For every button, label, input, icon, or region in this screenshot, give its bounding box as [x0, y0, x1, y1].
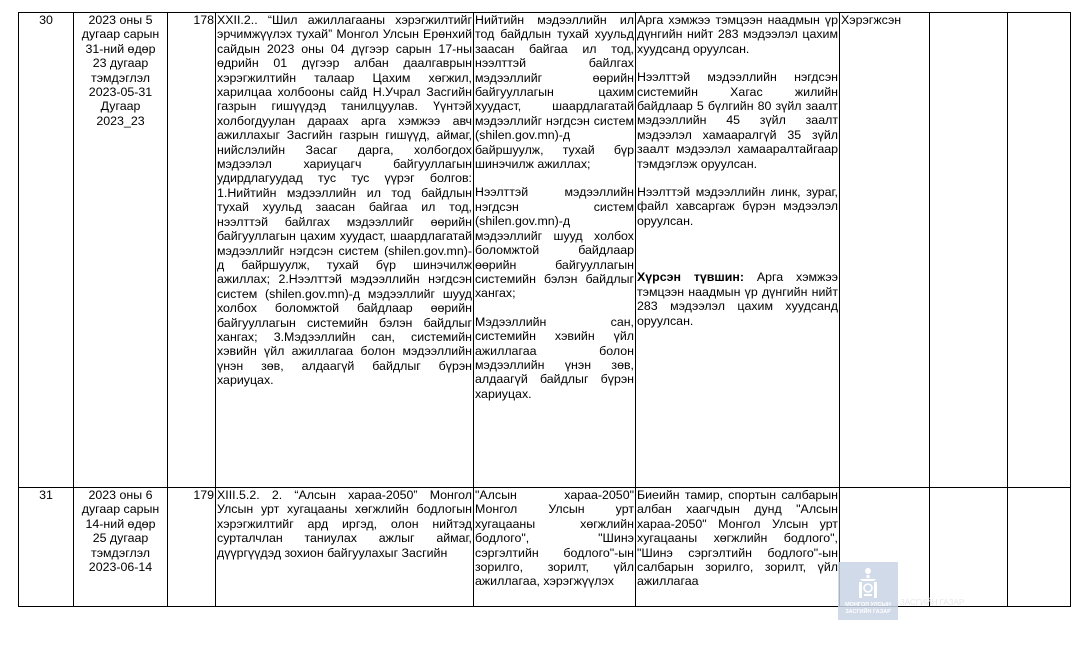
result-item: Нээлттэй мэдээллийн нэгдсэн системийн Хагас жилийн байдлаар 5 бүлгийн 80 зүйл заалт мэдээллийн 45 зүйл заалт мэдээлэл хамааралгүй 35 зүйл заалт мэдээлэл хамааралтайгаар тэмдэглэж оруулсан. [637, 70, 838, 171]
empty-cell [930, 13, 1008, 488]
faint-watermark-text: ЗАСГИЙН ГАЗАР [900, 598, 965, 607]
logo-caption: МОНГОЛ УЛСЫН ЗАСГИЙН ГАЗАР [845, 602, 891, 615]
measure-item: Мэдээллийн сан, системийн хэвийн үйл ажиллагаа болон мэдээллийн үнэн зөв, алдаагүй байдлыг бүрэн хариуцах. [475, 314, 634, 401]
empty-cell [1008, 13, 1071, 488]
results-text: Биеийн тамир, спортын салбарын албан хаагчдын дунд "Алсын хараа-2050" Монгол Улсын урт хугацааны хөгжлийн бодлого", "Шинэ сэргэлтийн бодлого"-ын салбарын зорилго, зорилт, үйл ажиллагаа [637, 488, 838, 589]
soyombo-emblem-icon [854, 566, 882, 600]
achieved-level-label: Хүрсэн түвшин: [637, 270, 744, 285]
decisions-table [18, 12, 1071, 607]
empty-cell [1008, 488, 1071, 607]
measure-item: Нийтийн мэдээллийн ил тод байдлын тухай хуульд заасан байгаа ил тод, нээлттэй байлгах мэдээллийг өөрийн байгууллагын цахим хуудаст, шаардлагатай мэдээллийг нэгдсэн систем (shilen.gov.mn)-д байршуулж, тухай бүр шинэчилж ажиллах; [475, 13, 634, 172]
results-cell [636, 13, 840, 488]
meeting-date: 2023 оны 5 дугаар сарын 31-ний өдөр 23 дугаар тэмдэглэл 2023-05-31 Дугаар 2023_23 [74, 13, 168, 488]
row-number: 31 [19, 488, 74, 607]
task-text-cell [216, 488, 474, 607]
status-text: Хэрэгжсэн [840, 13, 930, 488]
task-text: XIII.5.2. 2. “Алсын хараа-2050” Монгол Улсын урт хугацааны хөгжлийн бодлогын хэрэгжилтийг ард иргэд, олон нийтэд сурталчлан таниулах ажлыг аймаг, дүүргүүдэд зохион байгуулахыг Засгийн [217, 488, 472, 560]
result-item: Нээлттэй мэдээллийн линк, зураг, файл хавсаргаж бүрэн мэдээлэл оруулсан. [637, 185, 838, 228]
achieved-level [637, 270, 838, 328]
empty-cell [930, 488, 1008, 607]
row-number: 30 [19, 13, 74, 488]
measures-text: "Алсын хараа-2050" Монгол Улсын урт хугацааны хөгжлийн бодлого", "Шинэ сэргэлтийн бодлого"-ын зорилго, зорилт, үйл ажиллагаа, хэрэгжүүлэх [475, 488, 634, 589]
result-item: Арга хэмжээ тэмцээн наадмын үр дүнгийн нийт 283 мэдээлэл цахим хуудсанд оруулсан. [637, 13, 838, 56]
decision-index: 179 [168, 488, 216, 607]
spacer [637, 242, 838, 270]
achieved-level-text: Арга хэмжээ тэмцээн наадмын үр дүнгийн нийт 283 мэдээлэл цахим хуудсанд оруулсан. [637, 270, 838, 328]
table-row [19, 488, 1071, 607]
decision-index: 178 [168, 13, 216, 488]
government-logo [838, 562, 898, 620]
meeting-date: 2023 оны 6 дугаар сарын 14-ний өдөр 25 дугаар тэмдэглэл 2023-06-14 [74, 488, 168, 607]
measures-cell [474, 13, 636, 488]
results-cell [636, 488, 840, 607]
task-text: XXII.2.. “Шил ажиллагааны хэрэгжилтийг эрчимжүүлэх тухай” Монгол Улсын Ерөнхий сайдын 2023 оны 04 дүгээр сарын 17-ны өдрийн 01 дүгээр албан даалгаврын хэрэгжилтийн талаар Цахим хөгжил, харилцаа холбооны сайд Н.Учрал Засгийн газрын гишүүдэд танилцуулав. Үүнтэй холбогдуулан дараах арга хэмжээ авч ажиллахыг Засгийн газрын гишүүд, аймаг, нийслэлийн Засаг дарга, холбогдох мэдээлэл хариуцагч байгууллагын удирдлагуудад тус тус үүрэг болгов: 1.Нийтийн мэдээллийн ил тод байдлын тухай хуульд заасан байгаа ил тод, нээлттэй байлгах мэдээллийг өөрийн байгууллагын цахим хуудаст, шаардлагатай мэдээллийг нэгдсэн систем (shilen.gov.mn)-д байршуулж, тухай бүр шинэчилж ажиллах; 2.Нээлттэй мэдээллийн нэгдсэн систем (shilen.gov.mn)-д мэдээллийг шууд холбох боломжтой байдлаар өөрийн байгууллагын системийн бэлэн байдлыг хангах; 3.Мэдээллийн сан, системийн хэвийн үйл ажиллагаа болон мэдээллийн үнэн зөв, алдаагүй байдлыг бүрэн хариуцах. [216, 13, 474, 488]
measure-item: Нээлттэй мэдээллийн нэгдсэн систем (shilen.gov.mn)-д мэдээллийг шууд холбох боломжтой байдлаар өөрийн байгууллагын системийн бэлэн байдлыг хангах; [475, 185, 634, 301]
measures-cell [474, 488, 636, 607]
table-row [19, 13, 1071, 488]
